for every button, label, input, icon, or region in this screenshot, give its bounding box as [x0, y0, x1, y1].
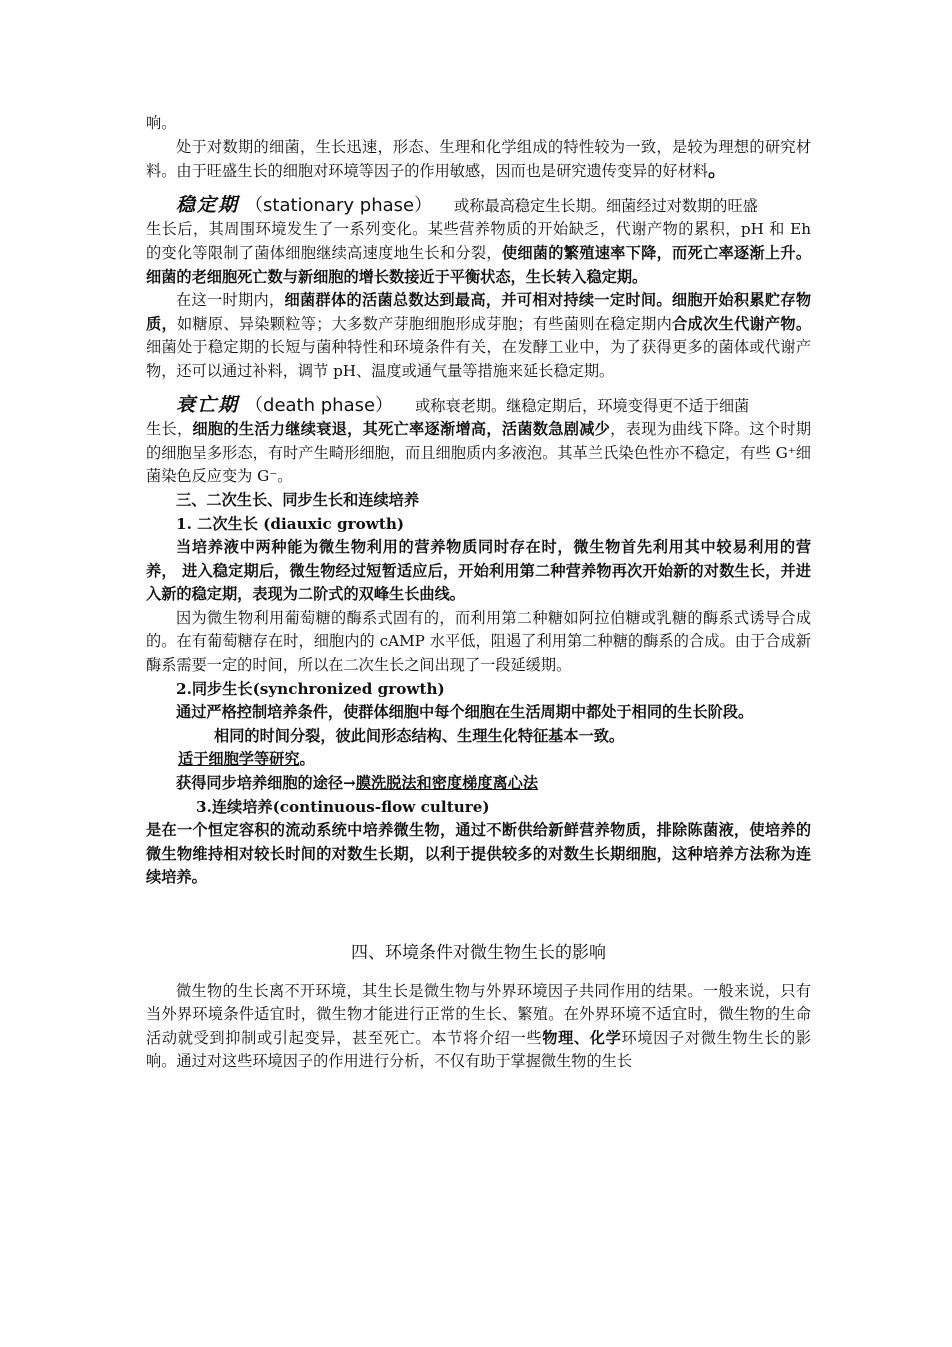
sync-line-4: 获得同步培养细胞的途径→膜洗脱法和密度梯度离心法 [176, 774, 539, 793]
paragraph-death: 生长，细胞的生活力继续衰退，其死亡率逐渐增高，活菌数急剧减少，表现为曲线下降。这个时期的细胞呈多形态，有时产生畸形细胞，而且细胞质内多液泡。其革兰氏染色性亦不稳定，有些 G⁺细菌染色反应变为 G⁻。 [146, 420, 812, 486]
paragraph-environment: 微生物的生长离不开环境，其生长是微生物与外界环境因子共同作用的结果。一般来说，只有当外界环境条件适宜时，微生物才能进行正常的生长、繁殖。在外界环境不适宜时，微生物的生命活动就受到抑制或引起变异，甚至死亡。本节将介绍一些物理、化学环境因子对微生物生长的影响。通过对这些环境因子的作用进行分析，不仅有助于掌握微生物的生长 [146, 981, 812, 1071]
heading-section-3: 三、二次生长、同步生长和连续培养 [176, 490, 419, 509]
heading-stationary-phase: 稳定期 （stationary phase） 或称最高稳定生长期。细菌经过对数期的旺盛 [176, 193, 758, 216]
heading-death-phase: 衰亡期 （death phase） 或称衰老期。继稳定期后，环境变得更不适于细菌 [176, 393, 750, 416]
heading-synchronized: 2.同步生长(synchronized growth) [176, 679, 445, 698]
paragraph-stationary-detail: 在这一时期内，细菌群体的活菌总数达到最高，并可相对持续一定时间。细胞开始积累贮存物质，如糖原、异染颗粒等；大多数产芽胞细胞形成芽胞；有些菌则在稳定期内合成次生代谢产物。细菌处于稳定期的长短与菌种特性和环境条件有关，在发酵工业中，为了获得更多的菌体或代谢产物，还可以通过补料，调节 pH、温度或通气量等措施来延长稳定期。 [146, 291, 812, 380]
sync-line-2: 相同的时间分裂，彼此间形态结构、生理生化特征基本一致。 [214, 726, 625, 745]
document-page [146, 112, 811, 1074]
paragraph-diauxic: 因为微生物利用葡萄糖的酶系式固有的，而利用第二种糖如阿拉伯糖或乳糖的酶系式诱导合成的。在有葡萄糖存在时，细胞内的 cAMP 水平低，阻遏了利用第二种糖的酶系的合成。由于合成新酶系需要一定的时间，所以在二次生长之间出现了一段延缓期。 [146, 608, 811, 675]
heading-diauxic: 1. 二次生长 (diauxic growth) [176, 514, 405, 533]
sync-line-1: 通过严格控制培养条件，使群体细胞中每个细胞在生活周期中都处于相同的生长阶段。 [176, 703, 754, 722]
paragraph-log-phase: 处于对数期的细菌，生长迅速，形态、生理和化学组成的特性较为一致，是较为理想的研究材料。由于旺盛生长的细胞对环境等因子的作用敏感，因而也是研究遗传变异的好材料。 [146, 137, 811, 182]
heading-continuous: 3.连续培养(continuous-flow culture) [196, 797, 490, 816]
sync-line-3: 适于细胞学等研究。 [178, 750, 315, 769]
paragraph-continuous: 是在一个恒定容积的流动系统中培养微生物，通过不断供给新鲜营养物质，排除陈菌液，使培养的微生物维持相对较长时间的对数生长期，以利于提供较多的对数生长期细胞，这种培养方法称为连续培养。 [146, 821, 811, 887]
paragraph-tail: 响。 [146, 114, 177, 132]
heading-section-4: 四、环境条件对微生物生长的影响 [351, 943, 606, 963]
paragraph-diauxic-bold: 当培养液中两种能为微生物利用的营养物质同时存在时，微生物首先利用其中较易利用的营养， 进入稳定期后，微生物经过短暂适应后，开始利用第二种营养物再次开始新的对数生长，并进入新的稳定期，表现为二阶式的双峰生长曲线。 [146, 538, 811, 604]
paragraph-stationary: 生长后，其周围环境发生了一系列变化。某些营养物质的开始缺乏，代谢产物的累积，pH 和 Eh 的变化等限制了菌体细胞继续高速度地生长和分裂，使细菌的繁殖速率下降，而死亡率逐渐上升。细菌的老细胞死亡数与新细胞的增长数接近于平衡状态，生长转入稳定期。 [146, 220, 812, 286]
